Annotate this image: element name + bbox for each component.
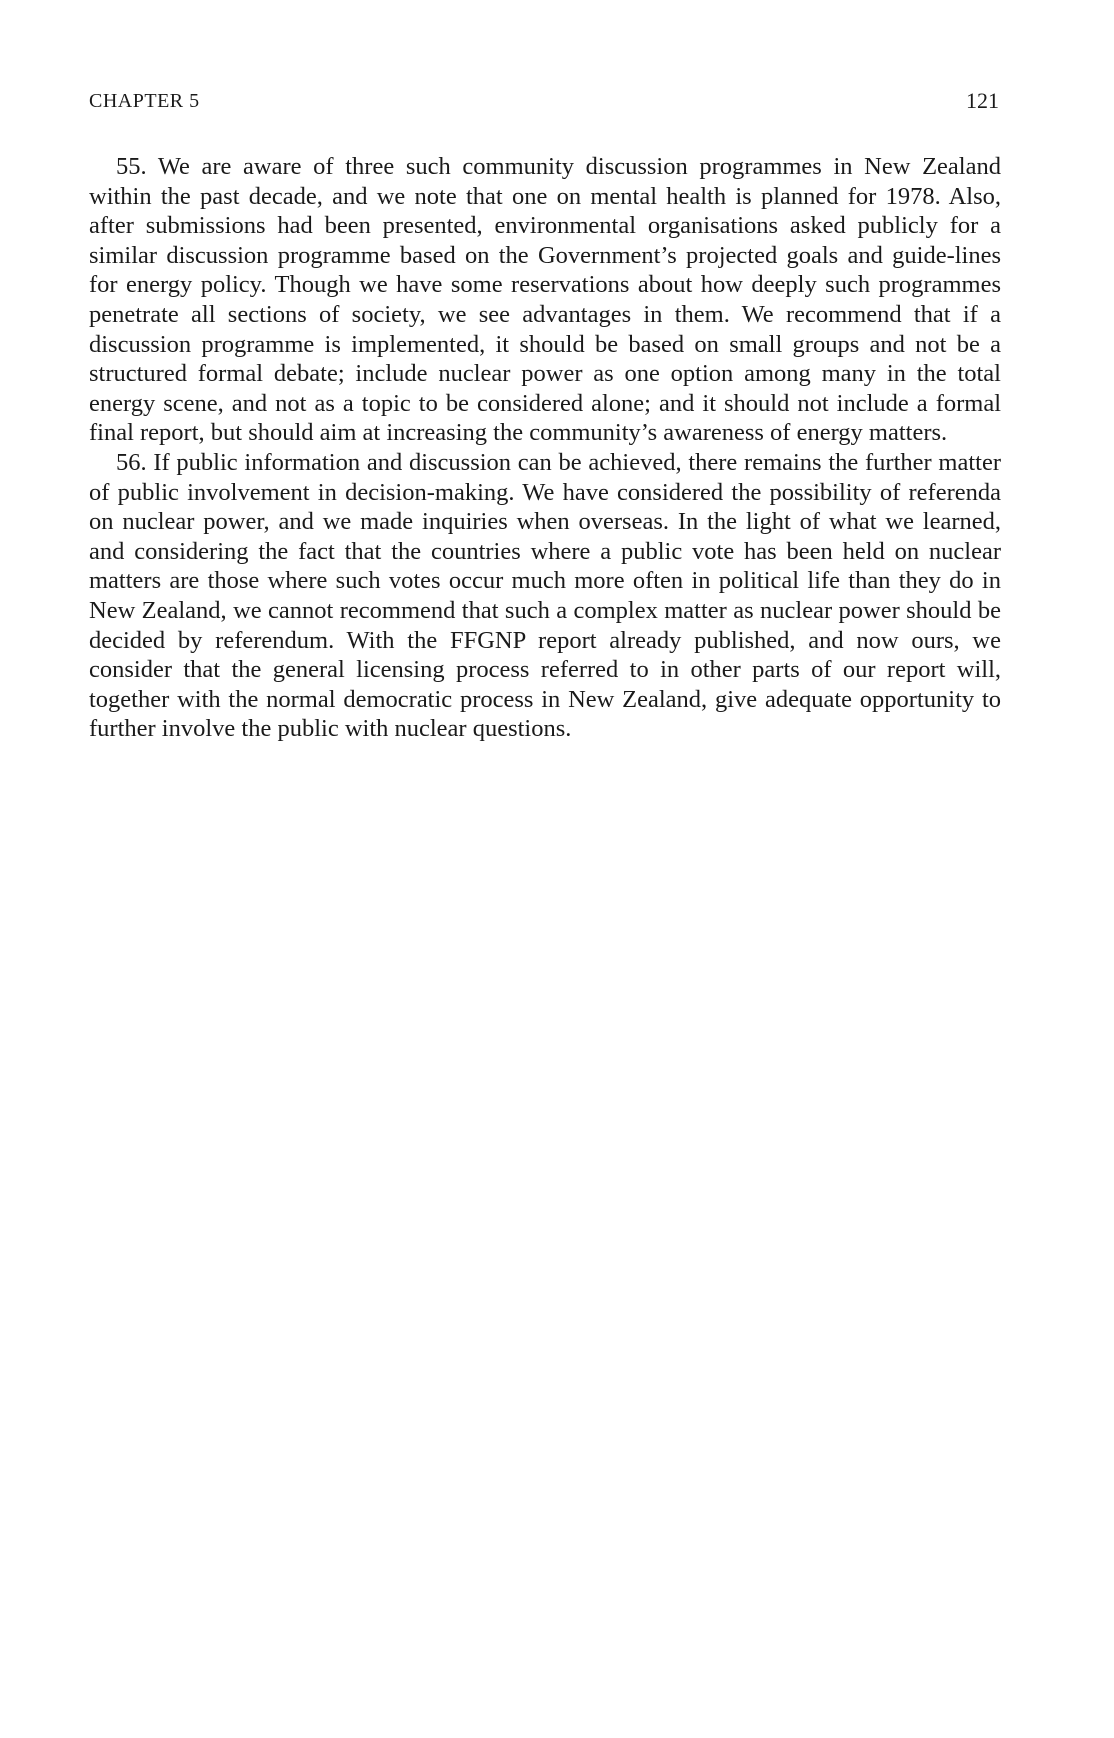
paragraph-56: 56. If public information and discussion can be achieved, there remains the further matter of public involvement in decision-making. We have considered the possibility of referenda on nuclear power, and we made inquiries when overseas. In the light of what we learned, and considering the fact that the countries where a public vote has been held on nuclear matters are those where such votes occur much more often in political life than they do in New Zealand, we cannot recommend that such a complex matter as nuclear power should be decided by referendum. With the FFGNP report already published, and now ours, we consider that the general licensing process referred to in other parts of our report will, together with the normal democratic process in New Zealand, give adequate opportunity to further involve the public with nuclear questions. [89,448,1001,743]
page-number: 121 [966,88,999,113]
chapter-label: CHAPTER 5 [89,90,200,112]
body-text [89,152,1001,744]
running-head [89,86,999,116]
paragraph-55: 55. We are aware of three such community discussion programmes in New Zealand within the past decade, and we note that one on mental health is planned for 1978. Also, after submissions had been presented, environmental organisations asked publicly for a similar discussion programme based on the Government’s projected goals and guide-lines for energy policy. Though we have some reservations about how deeply such programmes penetrate all sections of society, we see advantages in them. We recommend that if a discussion programme is implemented, it should be based on small groups and not be a structured formal debate; include nuclear power as one option among many in the total energy scene, and not as a topic to be considered alone; and it should not include a formal final report, but should aim at increasing the community’s awareness of energy matters. [89,153,1001,447]
